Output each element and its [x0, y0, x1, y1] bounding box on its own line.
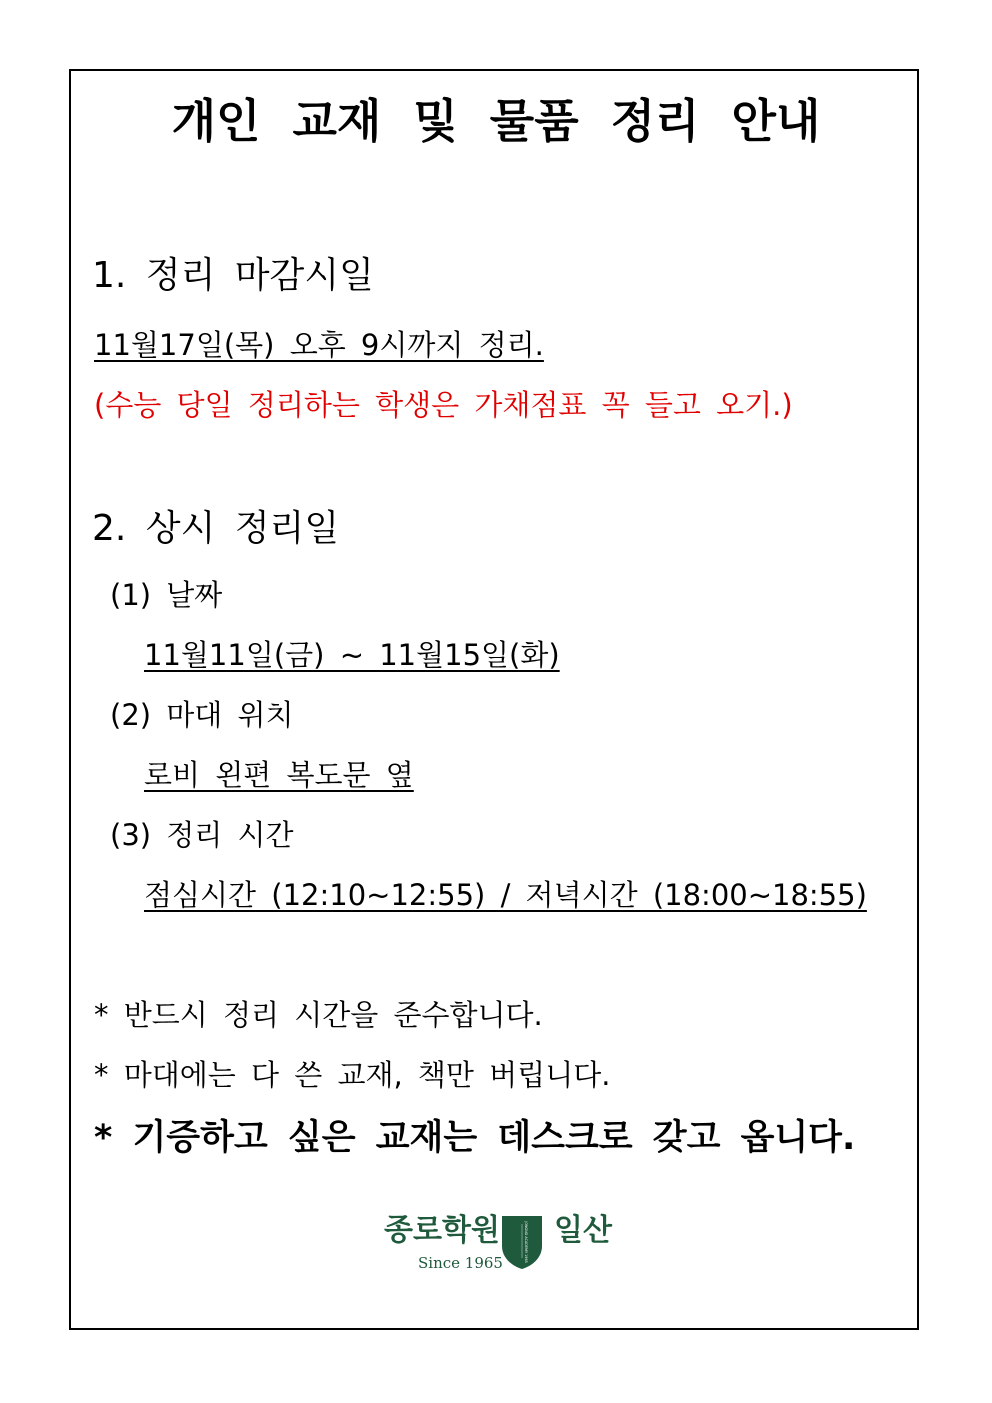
section1-heading: 1. 정리 마감시일: [92, 255, 374, 296]
logo-since: Since 1965: [418, 1254, 503, 1272]
time-value: 점심시간 (12:10~12:55) / 저녁시간 (18:00~18:55): [144, 878, 867, 912]
section2-heading: 2. 상시 정리일: [92, 508, 340, 549]
time-label: (3) 정리 시간: [110, 818, 294, 852]
academy-logo: [384, 1212, 614, 1274]
deadline-text: 11월17일(목) 오후 9시까지 정리.: [94, 328, 544, 362]
shield-text: JONGNO ACADEMY 1965: [524, 1221, 528, 1263]
note-item-emphasis: * 기증하고 싶은 교재는 데스크로 갖고 옵니다.: [94, 1118, 856, 1158]
logo-branch: 일산: [554, 1213, 612, 1248]
location-label: (2) 마대 위치: [110, 698, 294, 732]
date-value: 11월11일(금) ~ 11월15일(화): [144, 638, 560, 672]
page-title: 개인 교재 및 물품 정리 안내: [171, 94, 821, 148]
date-label: (1) 날짜: [110, 578, 223, 612]
note-item: * 마대에는 다 쓴 교재, 책만 버립니다.: [94, 1058, 611, 1092]
deadline-note: (수능 당일 정리하는 학생은 가채점표 꼭 들고 오기.): [94, 388, 793, 422]
location-value: 로비 왼편 복도문 옆: [144, 758, 414, 792]
logo-name: 종로학원: [384, 1213, 500, 1248]
shield-icon: [500, 1214, 544, 1270]
note-item: * 반드시 정리 시간을 준수합니다.: [94, 998, 543, 1032]
